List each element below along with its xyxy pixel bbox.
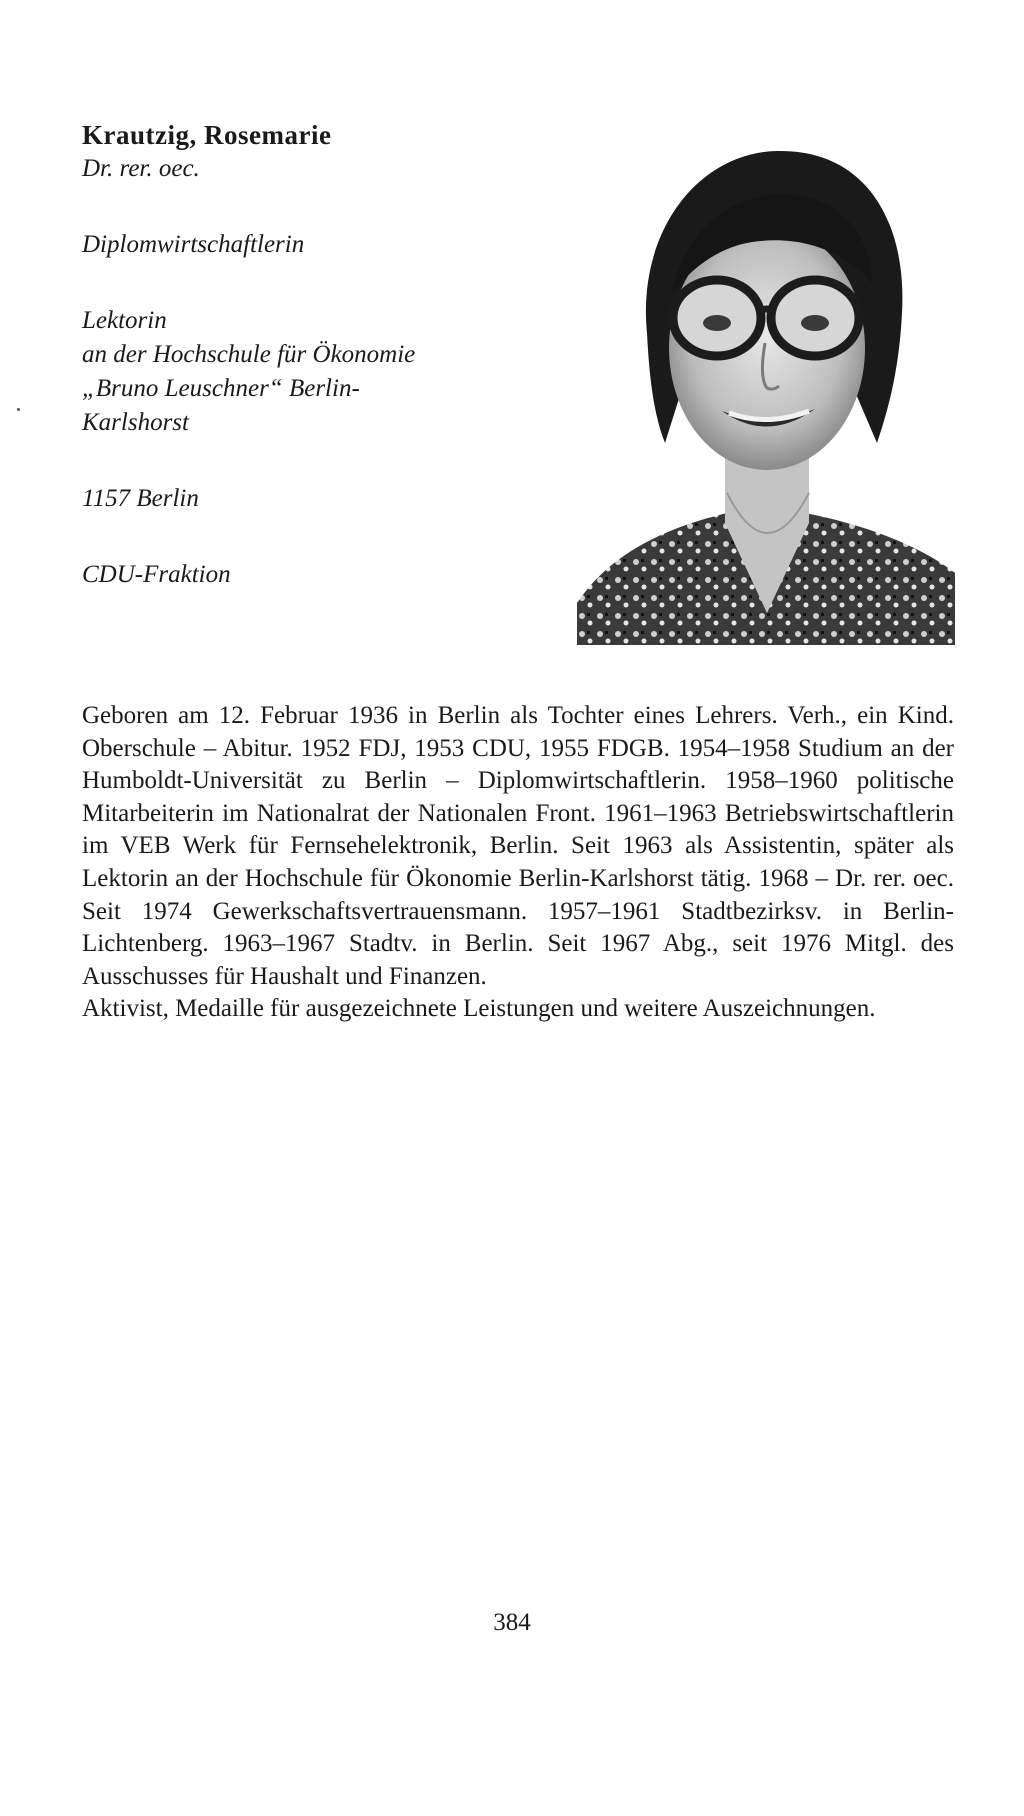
profession: Diplomwirtschaftlerin	[82, 231, 305, 258]
person-name: Krautzig, Rosemarie	[82, 120, 332, 150]
portrait-photo	[577, 143, 955, 645]
faction: CDU-Fraktion	[82, 561, 231, 588]
biography-text	[82, 700, 954, 1026]
biography-paragraph: Geboren am 12. Februar 1936 in Berlin als Tochter eines Lehrers. Verh., ein Kind. Oberschule – Abitur. 1952 FDJ, 1953 CDU, 1955 FDGB. 1954–1958 Studium an der Humboldt-Universität zu Berlin – Diplomwirtschaftlerin. 1958–1960 politische Mitarbeiterin im Nationalrat der Nationalen Front. 1961–1963 Betriebswirtschaftlerin im VEB Werk für Fernsehelektronik, Berlin. Seit 1963 als Assistentin, später als Lektorin an der Hochschule für Ökonomie Berlin-Karlshorst tätig. 1968 – Dr. rer. oec. Seit 1974 Gewerkschaftsvertrauensmann. 1957–1961 Stadtbezirksv. in Berlin-Lichtenberg. 1963–1967 Stadtv. in Berlin. Seit 1967 Abg., seit 1976 Mitgl. des Ausschusses für Haushalt und Finanzen.	[82, 702, 954, 990]
academic-title: Dr. rer. oec.	[82, 155, 200, 182]
scan-speck	[17, 408, 20, 411]
page-number: 384	[493, 1609, 531, 1636]
city: 1157 Berlin	[82, 485, 199, 512]
biography-paragraph: Aktivist, Medaille für ausgezeichnete Leistungen und weitere Auszeichnungen.	[82, 995, 876, 1023]
position-line-2: an der Hochschule für Ökonomie	[82, 341, 416, 368]
position-line-3: „Bruno Leuschner“ Berlin-	[82, 375, 360, 402]
entry-header	[82, 118, 542, 592]
position-line-4: Karlshorst	[82, 409, 189, 436]
portrait-photo-icon	[577, 143, 955, 645]
position-line-1: Lektorin	[82, 307, 167, 334]
